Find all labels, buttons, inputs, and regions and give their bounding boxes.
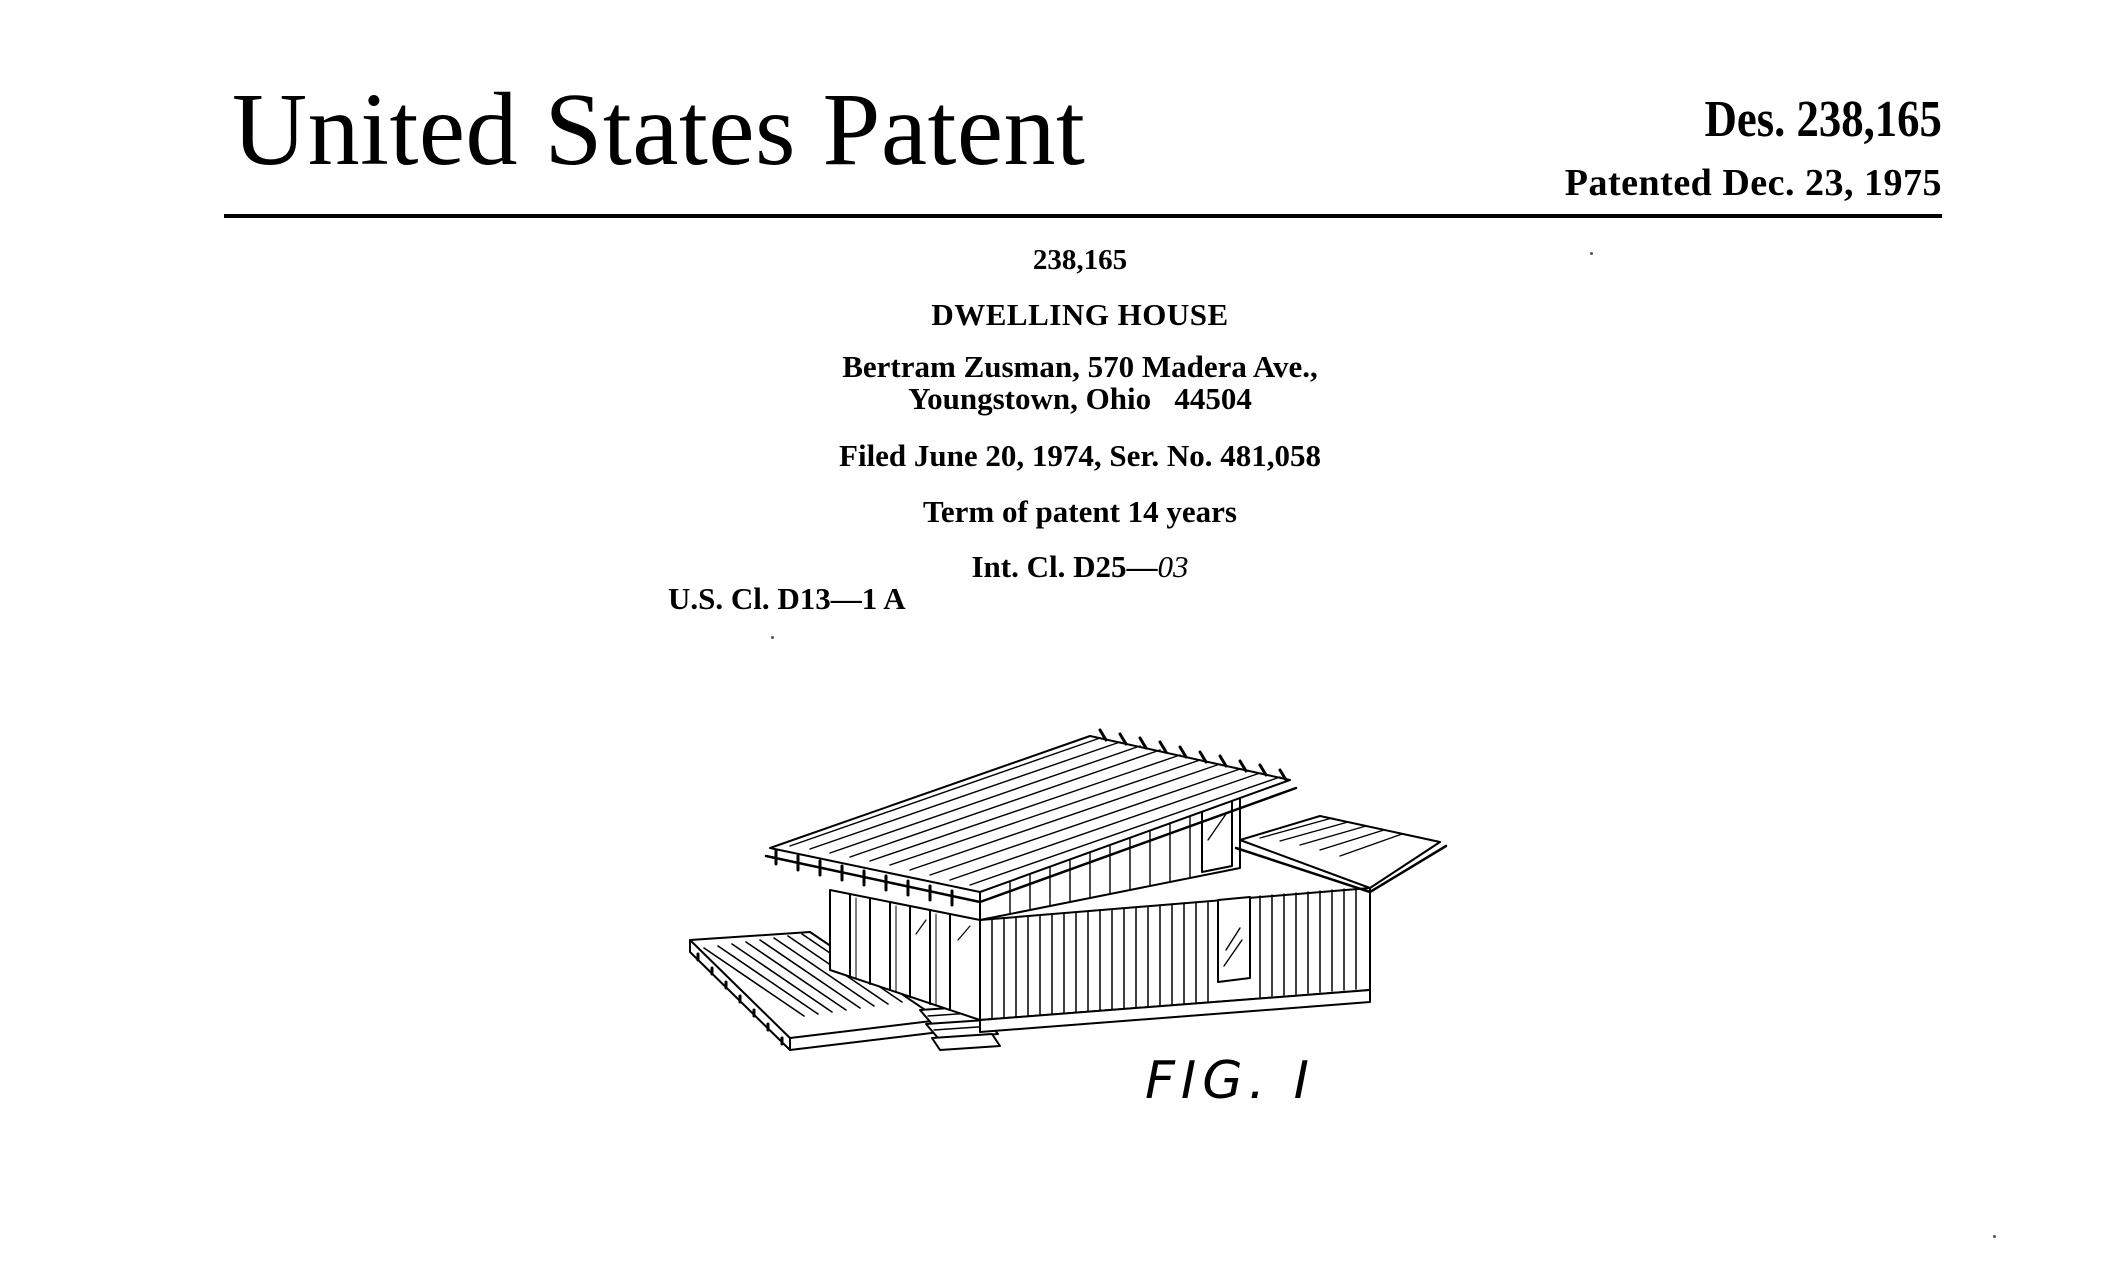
- int-cl-prefix: Int. Cl. D25—: [971, 549, 1158, 584]
- scan-speck: [1590, 252, 1593, 255]
- figure-label: FIG. I: [1145, 1051, 1315, 1111]
- header-rule: [224, 214, 1942, 218]
- filing-info: Filed June 20, 1974, Ser. No. 481,058: [839, 438, 1321, 473]
- inventor-line-2: Youngstown, Ohio 44504: [908, 381, 1252, 416]
- tall-window: [1218, 897, 1250, 982]
- us-classification: U.S. Cl. D13—1 A: [668, 581, 906, 616]
- patent-term: Term of patent 14 years: [923, 494, 1237, 529]
- scan-speck: [771, 636, 774, 639]
- international-classification: [0, 551, 2102, 582]
- scan-speck: [1993, 1235, 1996, 1238]
- patented-date: Patented Dec. 23, 1975: [1564, 162, 1942, 204]
- inventor-line-1: Bertram Zusman, 570 Madera Ave.,: [842, 349, 1318, 384]
- house-drawing: [680, 720, 1460, 1070]
- design-patent-number: Des. 238,165: [1704, 91, 1942, 148]
- patent-title: DWELLING HOUSE: [931, 297, 1229, 332]
- int-cl-suffix: 03: [1157, 549, 1189, 584]
- document-title: United States Patent: [232, 72, 1086, 187]
- patent-number: 238,165: [1032, 244, 1128, 276]
- rear-roof: [1240, 816, 1440, 888]
